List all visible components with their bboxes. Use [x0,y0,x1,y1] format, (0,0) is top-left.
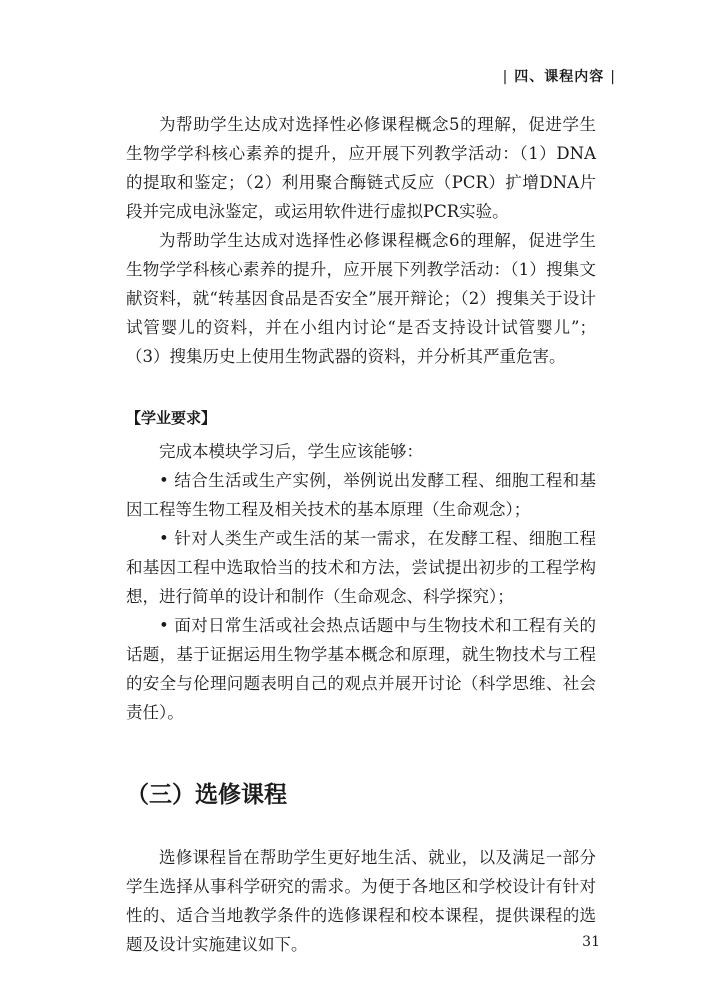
requirements-intro: 完成本模块学习后，学生应该能够： [159,442,423,461]
header-section-title: 四、课程内容 [514,69,605,85]
paragraph-concept-5: 为帮助学生达成对选择性必修课程概念5的理解，促进学生生物学学科核心素养的提升，应开展下列教学活动：（1）DNA的提取和鉴定；（2）利用聚合酶链式反应（PCR）扩增DNA片段并完成电泳鉴定，或运用软件进行虚拟PCR实验。 [126,115,596,221]
page-number: 31 [582,934,600,950]
electives-paragraph: 选修课程旨在帮助学生更好地生活、就业，以及满足一部分学生选择从事科学研究的需求。为便于各地区和学校设计有针对性的、适合当地教学条件的选修课程和校本课程，提供课程的选题及设计实施建议如下。 [126,848,596,954]
header-divider-right: | [610,69,616,85]
header-divider-left: | [502,69,509,85]
page-body [126,110,596,959]
running-header [497,66,622,86]
requirement-bullet-2: • 针对人类生产或生活的某一需求，在发酵工程、细胞工程和基因工程中选取恰当的技术和方法，尝试提出初步的工程学构想，进行简单的设计和制作（生命观念、科学探究）； [126,529,596,606]
paragraph-concept-6: 为帮助学生达成对选择性必修课程概念6的理解，促进学生生物学学科核心素养的提升，应开展下列教学活动：（1）搜集文献资料，就“转基因食品是否安全”展开辩论；（2）搜集关于设计试管婴儿的资料，并在小组内讨论“是否支持设计试管婴儿”；（3）搜集历史上使用生物武器的资料，并分析其严重危害。 [126,231,596,366]
electives-title: （三）选修课程 [126,782,287,808]
requirement-bullet-1: • 结合生活或生产实例，举例说出发酵工程、细胞工程和基因工程等生物工程及相关技术的基本原理（生命观念）； [126,471,596,519]
requirement-bullet-3: • 面对日常生活或社会热点话题中与生物技术和工程有关的话题，基于证据运用生物学基本概念和原理，就生物技术与工程的安全与伦理问题表明自己的观点并展开讨论（科学思维、社会责任）。 [126,616,596,722]
requirements-heading: 【学业要求】 [126,409,217,427]
